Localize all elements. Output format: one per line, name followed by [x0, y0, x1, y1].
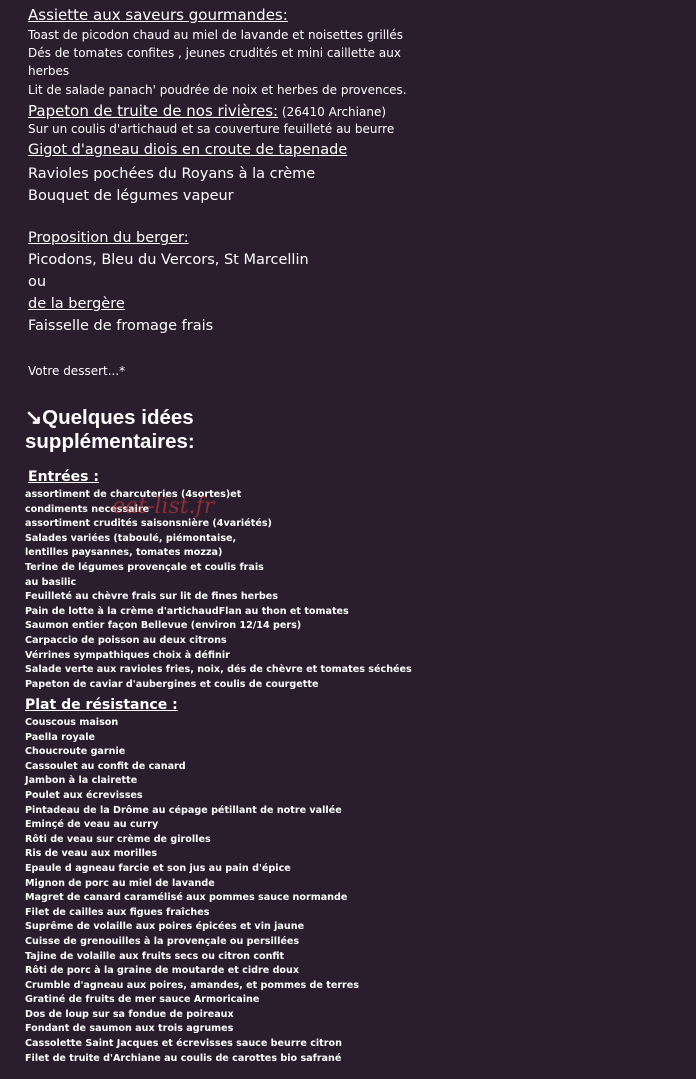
- entree-item: Saumon entier façon Bellevue (environ 12/14 pers): [25, 620, 302, 632]
- plat-item: Eminçé de veau au curry: [25, 819, 159, 831]
- plat-item: Mignon de porc au miel de lavande: [25, 877, 215, 889]
- plat-item: Choucroute garnie: [25, 746, 126, 758]
- plat-item: Pintadeau de la Drôme au cépage pétillant de notre vallée: [25, 804, 342, 816]
- entree-item: Carpaccio de poisson au deux citrons: [25, 634, 227, 646]
- berger-title: Proposition du berger:: [28, 230, 189, 246]
- plat-item: Jambon à la clairette: [25, 775, 138, 787]
- entree-item: Salades variées (taboulé, piémontaise,: [25, 532, 237, 544]
- entree-item: au basilic: [25, 576, 77, 588]
- entree-item: Vérrines sympathiques choix à définir: [25, 649, 230, 661]
- plat-item: Dos de loup sur sa fondue de poireaux: [25, 1008, 234, 1020]
- plat-item: Tajine de volaille aux fruits secs ou citron confit: [25, 950, 285, 962]
- assiette-title: Assiette aux saveurs gourmandes:: [28, 6, 288, 24]
- plat-item: Fondant de saumon aux trois agrumes: [25, 1023, 234, 1035]
- entree-item: Pain de lotte à la crème d'artichaudFlan au thon et tomates: [25, 605, 349, 617]
- entrees-list: [25, 488, 412, 692]
- entree-item: Papeton de caviar d'aubergines et coulis de courgette: [25, 678, 319, 690]
- bergere-title: de la bergère: [28, 296, 125, 312]
- plat-item: Rôti de porc à la graine de moutarde et cidre doux: [25, 965, 300, 977]
- plat-item: Gratiné de fruits de mer sauce Armoricaine: [25, 994, 260, 1006]
- plat-item: Filet de truite d'Archiane au coulis de carottes bio safrané: [25, 1052, 342, 1064]
- papeton-title: Papeton de truite de nos rivières:: [28, 102, 279, 120]
- assiette-line: herbes: [28, 64, 70, 79]
- papeton-origin: (26410 Archiane): [278, 105, 387, 119]
- berger-or: ou: [28, 274, 47, 290]
- watermark: eat-list.fr: [112, 494, 215, 519]
- entrees-label: Entrées :: [28, 469, 99, 485]
- papeton-heading: [28, 101, 386, 120]
- plat-item: Cuisse de grenouilles à la provençale ou persillées: [25, 935, 300, 947]
- entree-item: Terine de légumes provençale et coulis frais: [25, 561, 264, 573]
- assiette-line: Toast de picodon chaud au miel de lavande et noisettes grillés: [28, 28, 404, 42]
- berger-cheeses: Picodons, Bleu du Vercors, St Marcellin: [28, 252, 309, 268]
- assiette-description: [28, 26, 407, 99]
- entree-item: assortiment crudités saisonsnière (4variétés): [25, 518, 272, 530]
- dessert-line: Votre dessert...*: [28, 364, 126, 378]
- entree-item: assortiment de charcuteries (4sortes)et: [25, 489, 242, 500]
- plat-item: Couscous maison: [25, 717, 119, 728]
- plat-item: Ris de veau aux morilles: [25, 848, 158, 860]
- plat-label: Plat de résistance :: [25, 697, 178, 713]
- plats-list: [25, 716, 359, 1066]
- entree-item: condiments necessaire: [25, 503, 150, 515]
- gigot-line: Bouquet de légumes vapeur: [28, 188, 234, 205]
- plat-item: Paella royale: [25, 731, 95, 743]
- entree-item: lentilles paysannes, tomates mozza): [25, 547, 223, 559]
- gigot-title: Gigot d'agneau diois en croute de tapenade: [28, 142, 348, 158]
- plat-item: Cassoulet au confit de canard: [25, 760, 186, 772]
- bergere-description: Faisselle de fromage frais: [28, 318, 214, 334]
- papeton-description: Sur un coulis d'artichaud et sa couverture feuilleté au beurre: [28, 122, 395, 136]
- assiette-line: Lit de salade panach' poudrée de noix et herbes de provences.: [28, 82, 407, 97]
- ideas-heading-line: supplémentaires:: [25, 430, 195, 453]
- entree-item: Feuilleté au chèvre frais sur lit de fines herbes: [25, 591, 279, 603]
- plat-item: Epaule d agneau farcie et son jus au pain d'épice: [25, 862, 291, 874]
- gigot-description: [28, 163, 315, 208]
- entree-item: Salade verte aux ravioles fries, noix, dés de chèvre et tomates séchées: [25, 664, 412, 676]
- plat-item: Crumble d'agneau aux poires, amandes, et pommes de terres: [25, 979, 360, 991]
- ideas-heading: [25, 406, 195, 454]
- plat-item: Poulet aux écrevisses: [25, 789, 143, 801]
- plat-item: Cassolette Saint Jacques et écrevisses sauce beurre citron: [25, 1038, 342, 1050]
- ideas-heading-line: ↘Quelques idées: [25, 406, 194, 429]
- gigot-line: Ravioles pochées du Royans à la crème: [28, 166, 316, 182]
- plat-item: Rôti de veau sur crème de girolles: [25, 833, 211, 845]
- plat-item: Suprême de volaille aux poires épicées et vin jaune: [25, 921, 305, 933]
- plat-item: Filet de cailles aux figues fraîches: [25, 906, 210, 918]
- plat-item: Magret de canard caramélisé aux pommes sauce normande: [25, 892, 348, 904]
- assiette-line: Dés de tomates confites , jeunes crudités et mini caillette aux: [28, 46, 401, 61]
